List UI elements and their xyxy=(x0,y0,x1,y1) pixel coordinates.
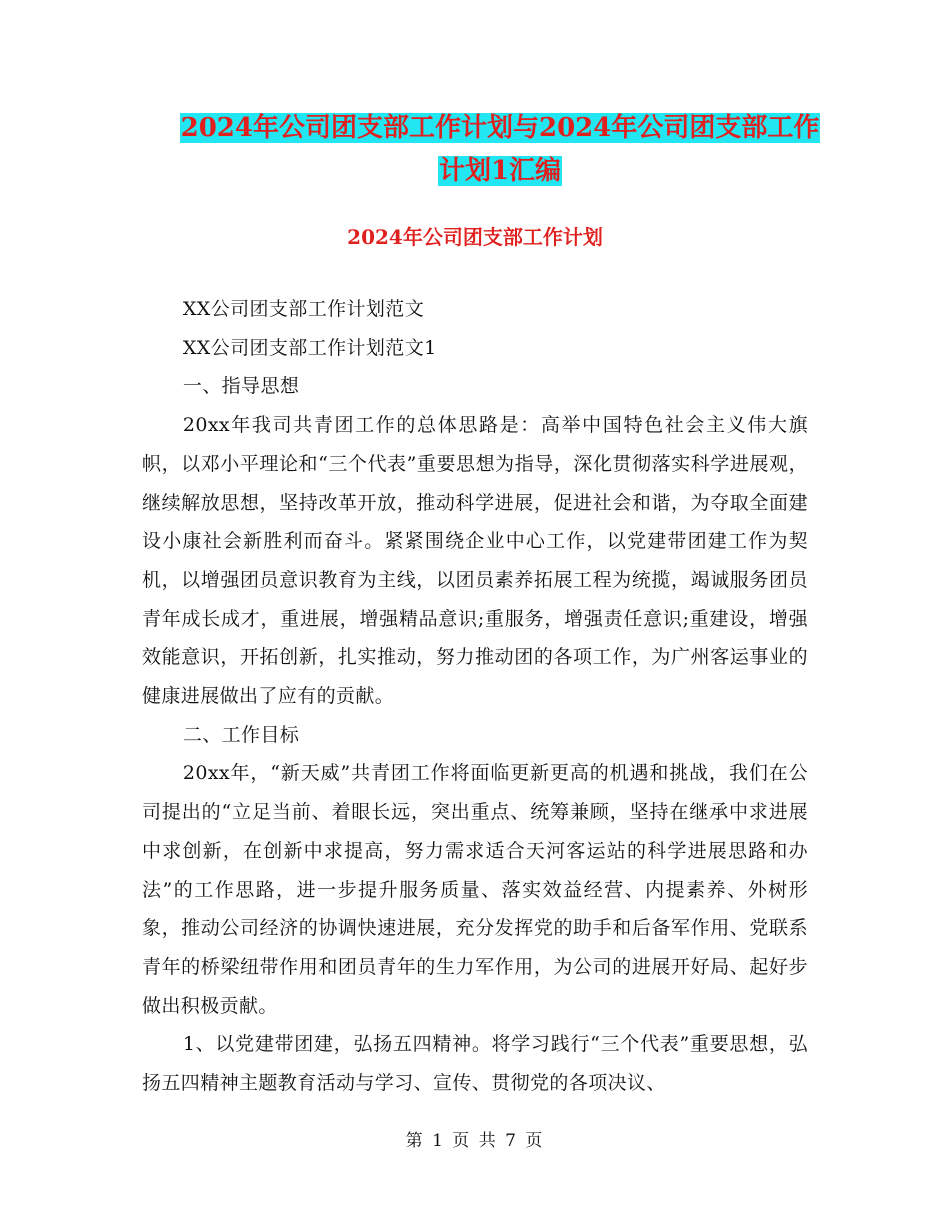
paragraph: XX公司团支部工作计划范文1 xyxy=(182,336,437,359)
section-title: 2024年公司团支部工作计划 xyxy=(347,225,603,249)
document-title-line-2: 计划1汇编 xyxy=(438,156,562,186)
paragraph: 二、工作目标 xyxy=(182,723,300,746)
paragraph: 20xx年，“新天威”共青团工作将面临更新更高的机遇和挑战，我们在公司提出的“立足当前、着眼长远，突出重点、统筹兼顾，坚持在继承中求进展中求创新，在创新中求提高，努力需求适合天河客运站的科学进展思路和办法”的工作思路，进一步提升服务质量、落实效益经营、内提素养、外树形象，推动公司经济的协调快速进展，充分发挥党的助手和后备军作用、党联系青年的桥梁纽带作用和团员青年的生力军作用，为公司的进展开好局、起好步做出积极贡献。 xyxy=(142,762,808,1017)
document-title-line-1: 2024年公司团支部工作计划与2024年公司团支部工作 xyxy=(180,113,820,143)
page-footer: 第 1 页 共 7 页 xyxy=(405,1131,545,1151)
paragraph: XX公司团支部工作计划范文 xyxy=(182,298,425,320)
paragraph: 20xx年我司共青团工作的总体思路是：高举中国特色社会主义伟大旗帜，以邓小平理论和“三个代表”重要思想为指导，深化贯彻落实科学进展观，继续解放思想，坚持改革开放，推动科学进展，促进社会和谐，为夺取全面建设小康社会新胜利而奋斗。紧紧围绕企业中心工作，以党建带团建工作为契机，以增强团员意识教育为主线，以团员素养拓展工程为统揽，竭诚服务团员青年成长成才，重进展，增强精品意识;重服务，增强责任意识;重建设，增强效能意识，开拓创新，扎实推动，努力推动团的各项工作，为广州客运事业的健康进展做出了应有的贡献。 xyxy=(142,414,808,708)
document-body xyxy=(142,290,808,1103)
paragraph: 1、以党建带团建，弘扬五四精神。将学习践行“三个代表”重要思想，弘扬五四精神主题教育活动与学习、宣传、贯彻党的各项决议、 xyxy=(142,1033,808,1095)
paragraph: 一、指导思想 xyxy=(182,375,300,398)
